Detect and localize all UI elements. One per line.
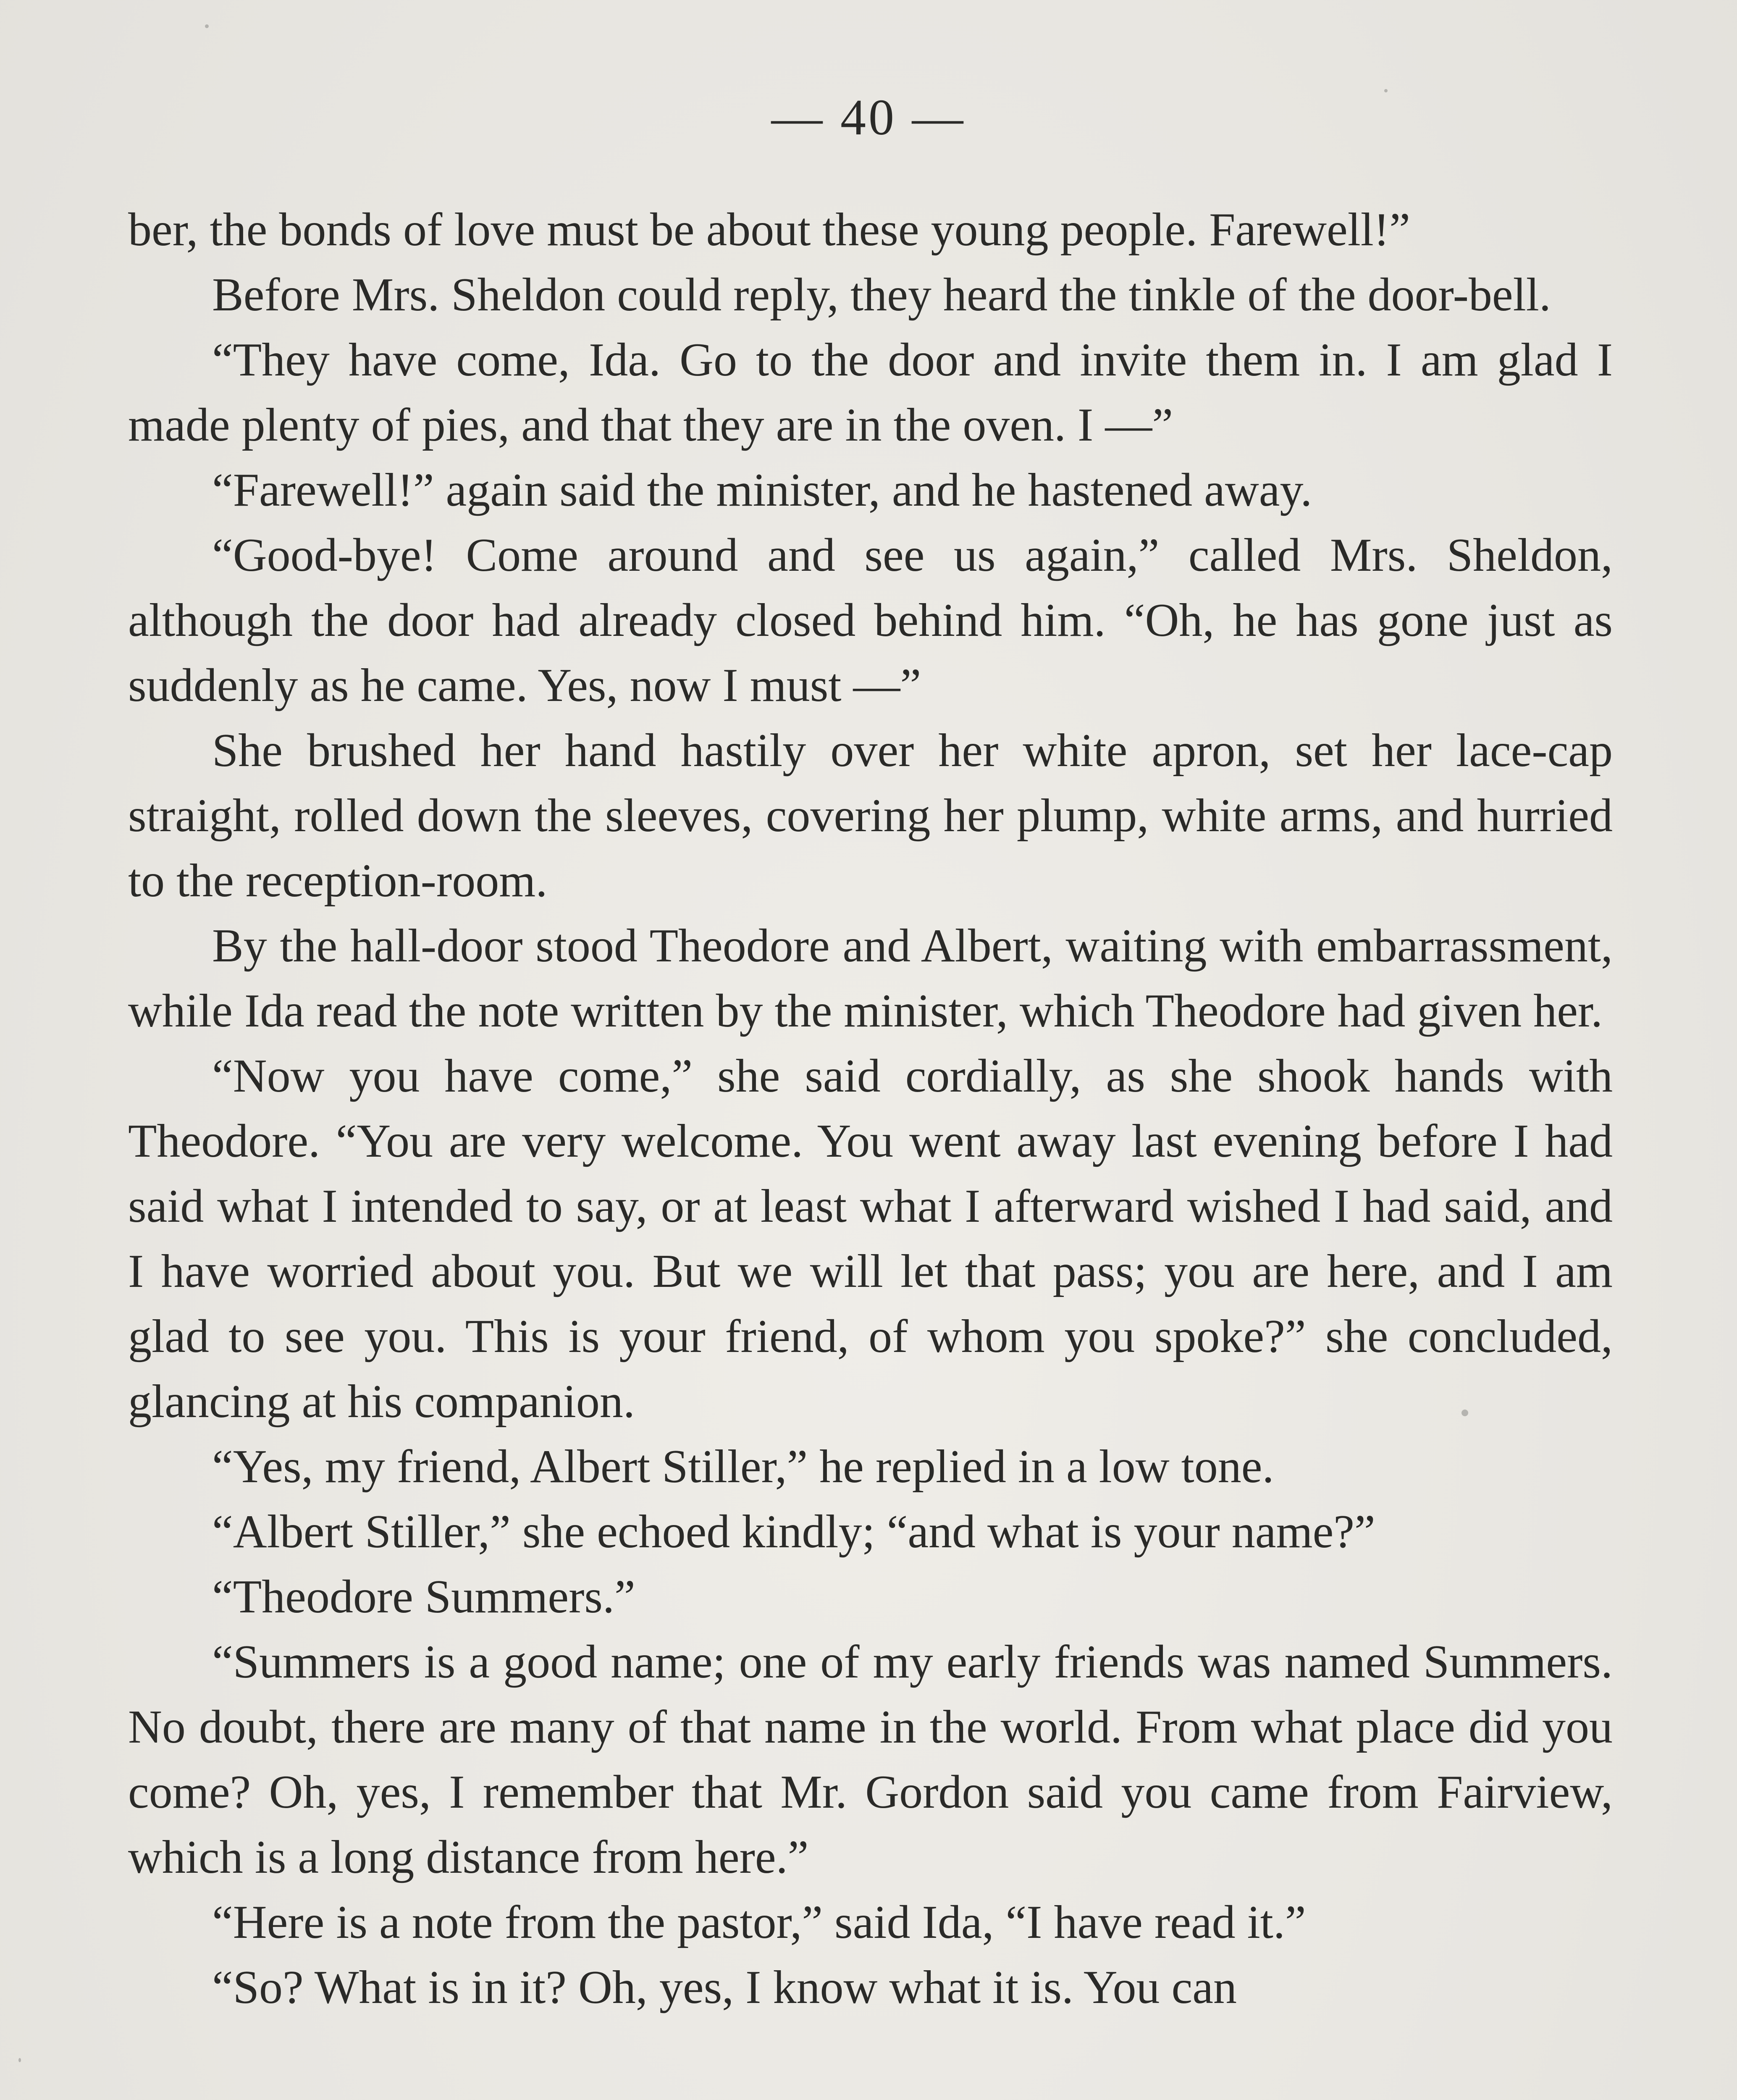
paragraph: “Theodore Summers.” bbox=[212, 1571, 635, 1623]
paper-speck bbox=[1461, 1410, 1468, 1416]
paragraph: She brushed her hand hastily over her white apron, set her lace-cap straight, rolled down the sleeves, covering her plump, white arms, and hurried to the reception-room. bbox=[128, 724, 1613, 907]
paragraph: “Summers is a good name; one of my early friends was named Summers. No doubt, there are many of that name in the world. From what place did you come? Oh, yes, I remember that Mr. Gordon said you came from Fairview, which is a long distance from here.” bbox=[128, 1636, 1613, 1883]
paper-speck bbox=[18, 2058, 21, 2062]
paragraph: “Here is a note from the pastor,” said Ida, “I have read it.” bbox=[212, 1896, 1306, 1948]
paragraph: “Now you have come,” she said cordially, as she shook hands with Theodore. “You are very welcome. You went away last evening before I had said what I intended to say, or at least what I afterward wished I had said, and I have worried about you. But we will let that pass; you are here, and I am glad to see you. This is your friend, of whom you spoke?” she concluded, glancing at his companion. bbox=[128, 1050, 1613, 1428]
paragraph: “So? What is in it? Oh, yes, I know what it is. You can bbox=[212, 1961, 1237, 2013]
paragraph: ber, the bonds of love must be about these young people. Farewell!” bbox=[128, 204, 1410, 256]
page-number: — 40 — bbox=[771, 89, 966, 146]
paper-speck bbox=[1384, 89, 1388, 92]
paragraph: “Farewell!” again said the minister, and he hastened away. bbox=[212, 464, 1312, 516]
paragraph: Before Mrs. Sheldon could reply, they heard the tinkle of the door-bell. bbox=[212, 269, 1551, 321]
paragraph: By the hall-door stood Theodore and Albert, waiting with embarrassment, while Ida read the note written by the minister, which Theodore had given her. bbox=[128, 920, 1613, 1037]
paragraph: “Albert Stiller,” she echoed kindly; “and what is your name?” bbox=[212, 1506, 1375, 1558]
body-text bbox=[128, 197, 1613, 2020]
paper-speck bbox=[205, 24, 209, 28]
paragraph: “They have come, Ida. Go to the door and invite them in. I am glad I made plenty of pies, and that they are in the oven. I —” bbox=[128, 334, 1613, 451]
paragraph: “Yes, my friend, Albert Stiller,” he replied in a low tone. bbox=[212, 1441, 1274, 1493]
paragraph: “Good-bye! Come around and see us again,” called Mrs. Sheldon, although the door had already closed behind him. “Oh, he has gone just as suddenly as he came. Yes, now I must —” bbox=[128, 529, 1613, 711]
